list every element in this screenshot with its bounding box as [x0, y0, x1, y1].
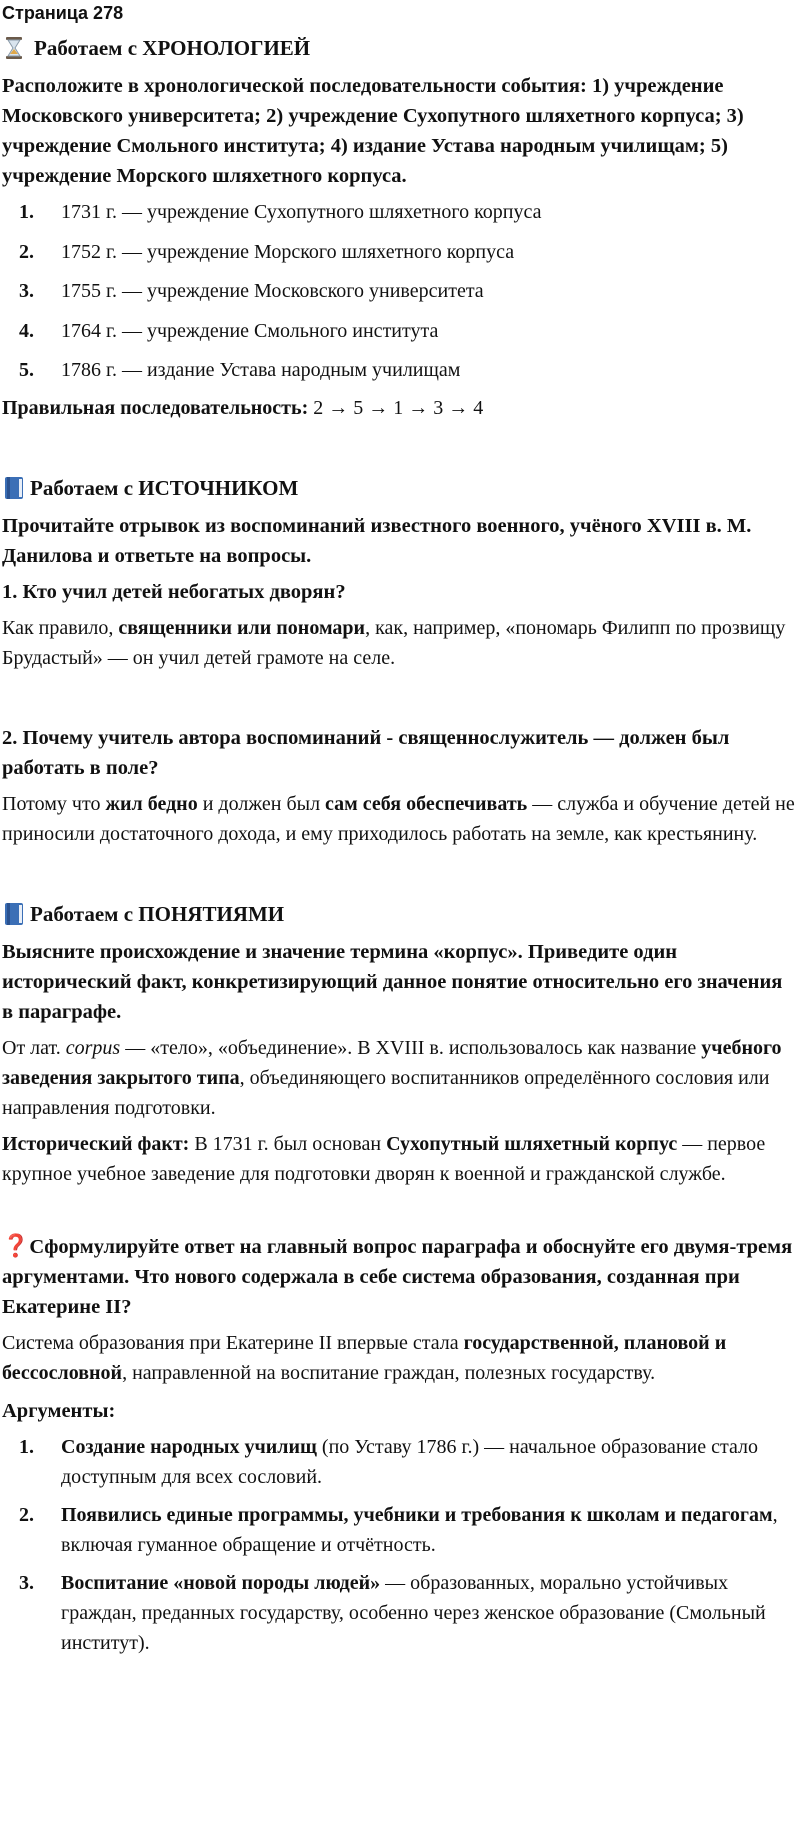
list-item: 1. Создание народных училищ (по Уставу 1786 г.) — начальное образование стало доступным для всех сословий. [19, 1435, 759, 1488]
source-heading-text: Работаем с ИСТОЧНИКОМ [30, 475, 299, 500]
source-task: Прочитайте отрывок из воспоминаний известного военного, учёного XVIII в. М. Данилова и ответьте на вопросы. [2, 514, 752, 567]
list-item: 4. 1764 г. — учреждение Смольного института [19, 319, 439, 342]
list-item: 1. 1731 г. — учреждение Сухопутного шляхетного корпуса [19, 201, 542, 223]
concepts-heading [2, 899, 798, 929]
arguments-label: Аргументы: [2, 1399, 116, 1422]
question-icon: ❓ [2, 1232, 30, 1258]
list-item: 5. 1786 г. — издание Устава народным училищам [19, 359, 461, 382]
book-icon [2, 902, 26, 926]
source-heading [2, 473, 798, 503]
list-item: 2. 1752 г. — учреждение Морского шляхетного корпуса [19, 240, 515, 263]
chronology-task: Расположите в хронологической последовательности события: 1) учреждение Московского университета; 2) учреждение Сухопутного шляхетного корпуса; 3) учреждение Смольного института; 4) издание Устава народным училищам; 5) учреждение Морского шляхетного корпуса. [2, 75, 744, 187]
main-question-heading: ❓Сформулируйте ответ на главный вопрос параграфа и обоснуйте его двумя-тремя аргументами. Что нового содержала в себе система образования, созданная при Екатерине II? [2, 1232, 793, 1318]
arguments-list [2, 1432, 798, 1658]
answer-value: 2 → 5 → 1 → 3 → 4 [313, 396, 484, 419]
chronology-answer [2, 393, 798, 423]
list-item: 3. 1755 г. — учреждение Московского университета [19, 280, 484, 303]
source-question-2: 2. Почему учитель автора воспоминаний - священнослужитель — должен был работать в поле? [2, 726, 730, 779]
page-number: Страница 278 [2, 3, 124, 23]
main-question-answer: Система образования при Екатерине II впервые стала государственной, плановой и бессословной, направленной на воспитание граждан, полезных государству. [2, 1331, 727, 1384]
source-answer-2: Потому что жил бедно и должен был сам себя обеспечивать — служба и обучение детей не приносили достаточного дохода, и ему приходилось работать на земле, как крестьянину. [2, 792, 795, 845]
concepts-task: Выясните происхождение и значение термина «корпус». Приведите один исторический факт, конкретизирующий данное понятие относительно его значения в параграфе. [2, 940, 783, 1023]
source-answer-1: Как правило, священники или пономари, как, например, «пономарь Филипп по прозвищу Брудастый» — он учил детей грамоте на селе. [2, 616, 786, 669]
concepts-fact: Исторический факт: В 1731 г. был основан Сухопутный шляхетный корпус — первое крупное учебное заведение для подготовки дворян к военной и гражданской службе. [2, 1132, 766, 1185]
chronology-heading-text: Работаем с ХРОНОЛОГИЕЙ [34, 36, 311, 60]
book-icon [2, 476, 26, 500]
list-item: 2. Появились единые программы, учебники и требования к школам и педагогам, включая гуманное обращение и отчётность. [19, 1503, 778, 1556]
page [0, 1, 798, 1658]
hourglass-icon [2, 36, 26, 60]
answer-label: Правильная последовательность: [2, 396, 309, 419]
chronology-heading [2, 33, 798, 63]
concepts-heading-text: Работаем с ПОНЯТИЯМИ [30, 901, 285, 926]
source-question-1: 1. Кто учил детей небогатых дворян? [2, 580, 346, 603]
concepts-definition: От лат. corpus — «тело», «объединение». В XVIII в. использовалось как название учебного заведения закрытого типа, объединяющего воспитанников определённого сословия или направления подготовки. [2, 1036, 782, 1119]
chronology-list [2, 193, 798, 391]
list-item: 3. Воспитание «новой породы людей» — образованных, морально устойчивых граждан, преданных государству, особенно через женское образование (Смольный институт). [19, 1571, 766, 1654]
